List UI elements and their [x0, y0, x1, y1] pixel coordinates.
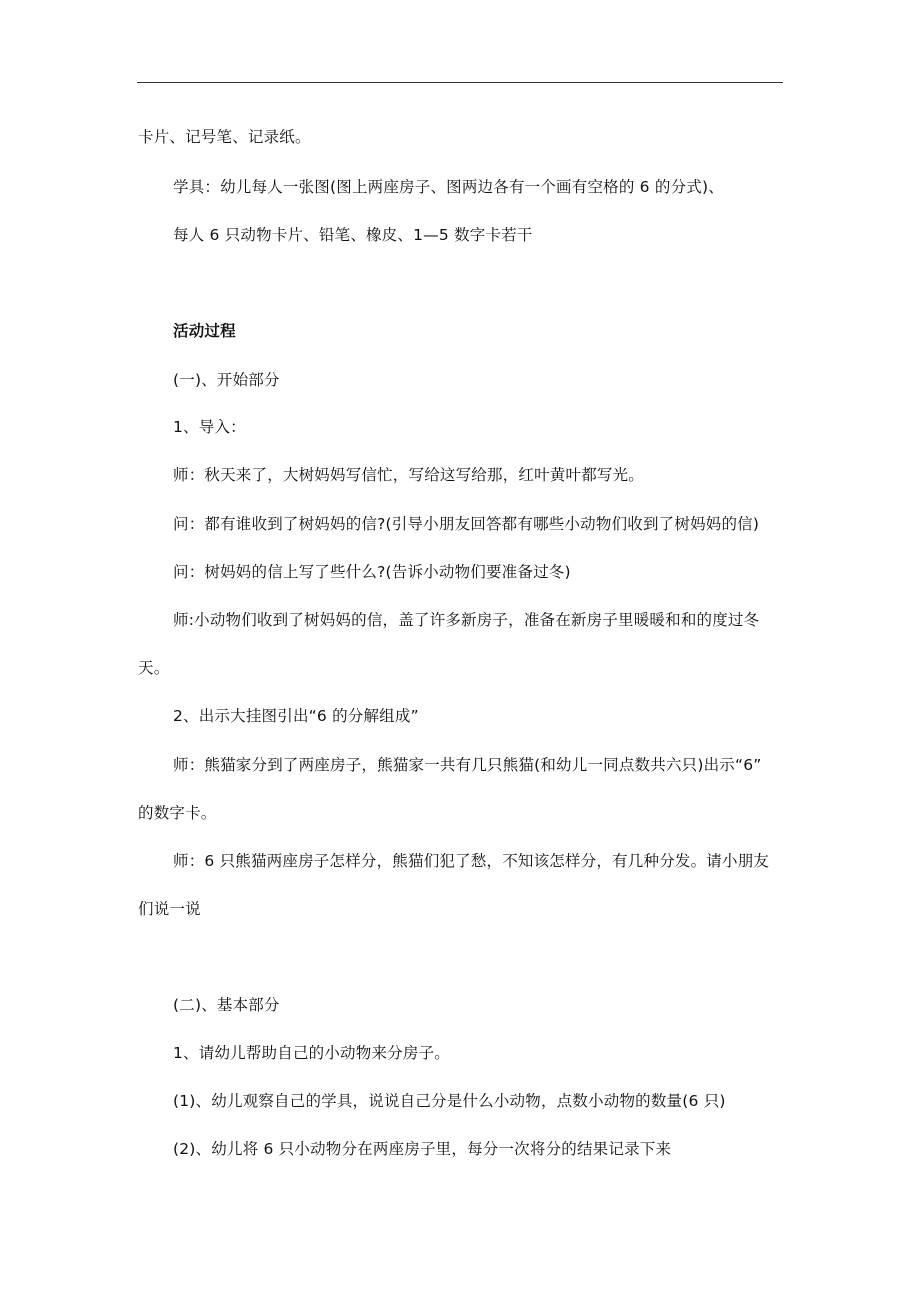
- step-heading-introduction: 1、导入：: [173, 418, 246, 436]
- text-line-children-say: 们说一说: [138, 900, 201, 918]
- text-line-animal-cards: 每人 6 只动物卡片、铅笔、橡皮、1—5 数字卡若干: [173, 226, 533, 244]
- section-heading-activity-process: 活动过程: [173, 322, 236, 340]
- text-line-teacher-panda-family: 师：熊猫家分到了两座房子，熊猫家一共有几只熊猫(和幼儿一同点数共六只)出示“6”: [173, 756, 762, 774]
- text-line-number-card: 的数字卡。: [138, 804, 217, 822]
- text-line-materials-continued: 卡片、记号笔、记录纸。: [138, 128, 311, 146]
- text-line-question-who-received: 问：都有谁收到了树妈妈的信?(引导小朋友回答都有哪些小动物们收到了树妈妈的信): [173, 515, 760, 533]
- text-line-winter-continued: 天。: [138, 659, 170, 677]
- subsection-heading-basic: (二)、基本部分: [173, 996, 280, 1014]
- text-line-teacher-autumn: 师：秋天来了，大树妈妈写信忙，写给这写给那，红叶黄叶都写光。: [173, 466, 645, 484]
- text-line-teacher-new-houses: 师:小动物们收到了树妈妈的信，盖了许多新房子，准备在新房子里暖暖和和的度过冬: [173, 611, 760, 629]
- text-line-learning-tools: 学具：幼儿每人一张图(图上两座房子、图两边各有一个画有空格的 6 的分式)、: [173, 178, 724, 196]
- text-line-split-and-record: (2)、幼儿将 6 只小动物分在两座房子里，每分一次将分的结果记录下来: [173, 1140, 672, 1158]
- text-line-question-letter-content: 问：树妈妈的信上写了些什么?(告诉小动物们要准备过冬): [173, 563, 571, 581]
- text-line-observe-tools: (1)、幼儿观察自己的学具，说说自己分是什么小动物，点数小动物的数量(6 只): [173, 1092, 726, 1110]
- subsection-heading-opening: (一)、开始部分: [173, 371, 280, 389]
- text-line-teacher-how-to-split: 师：6 只熊猫两座房子怎样分，熊猫们犯了愁，不知该怎样分，有几种分发。请小朋友: [173, 852, 770, 870]
- step-heading-show-chart: 2、出示大挂图引出“6 的分解组成”: [173, 707, 419, 725]
- header-rule: [137, 82, 783, 83]
- step-heading-help-animals: 1、请幼儿帮助自己的小动物来分房子。: [173, 1044, 450, 1062]
